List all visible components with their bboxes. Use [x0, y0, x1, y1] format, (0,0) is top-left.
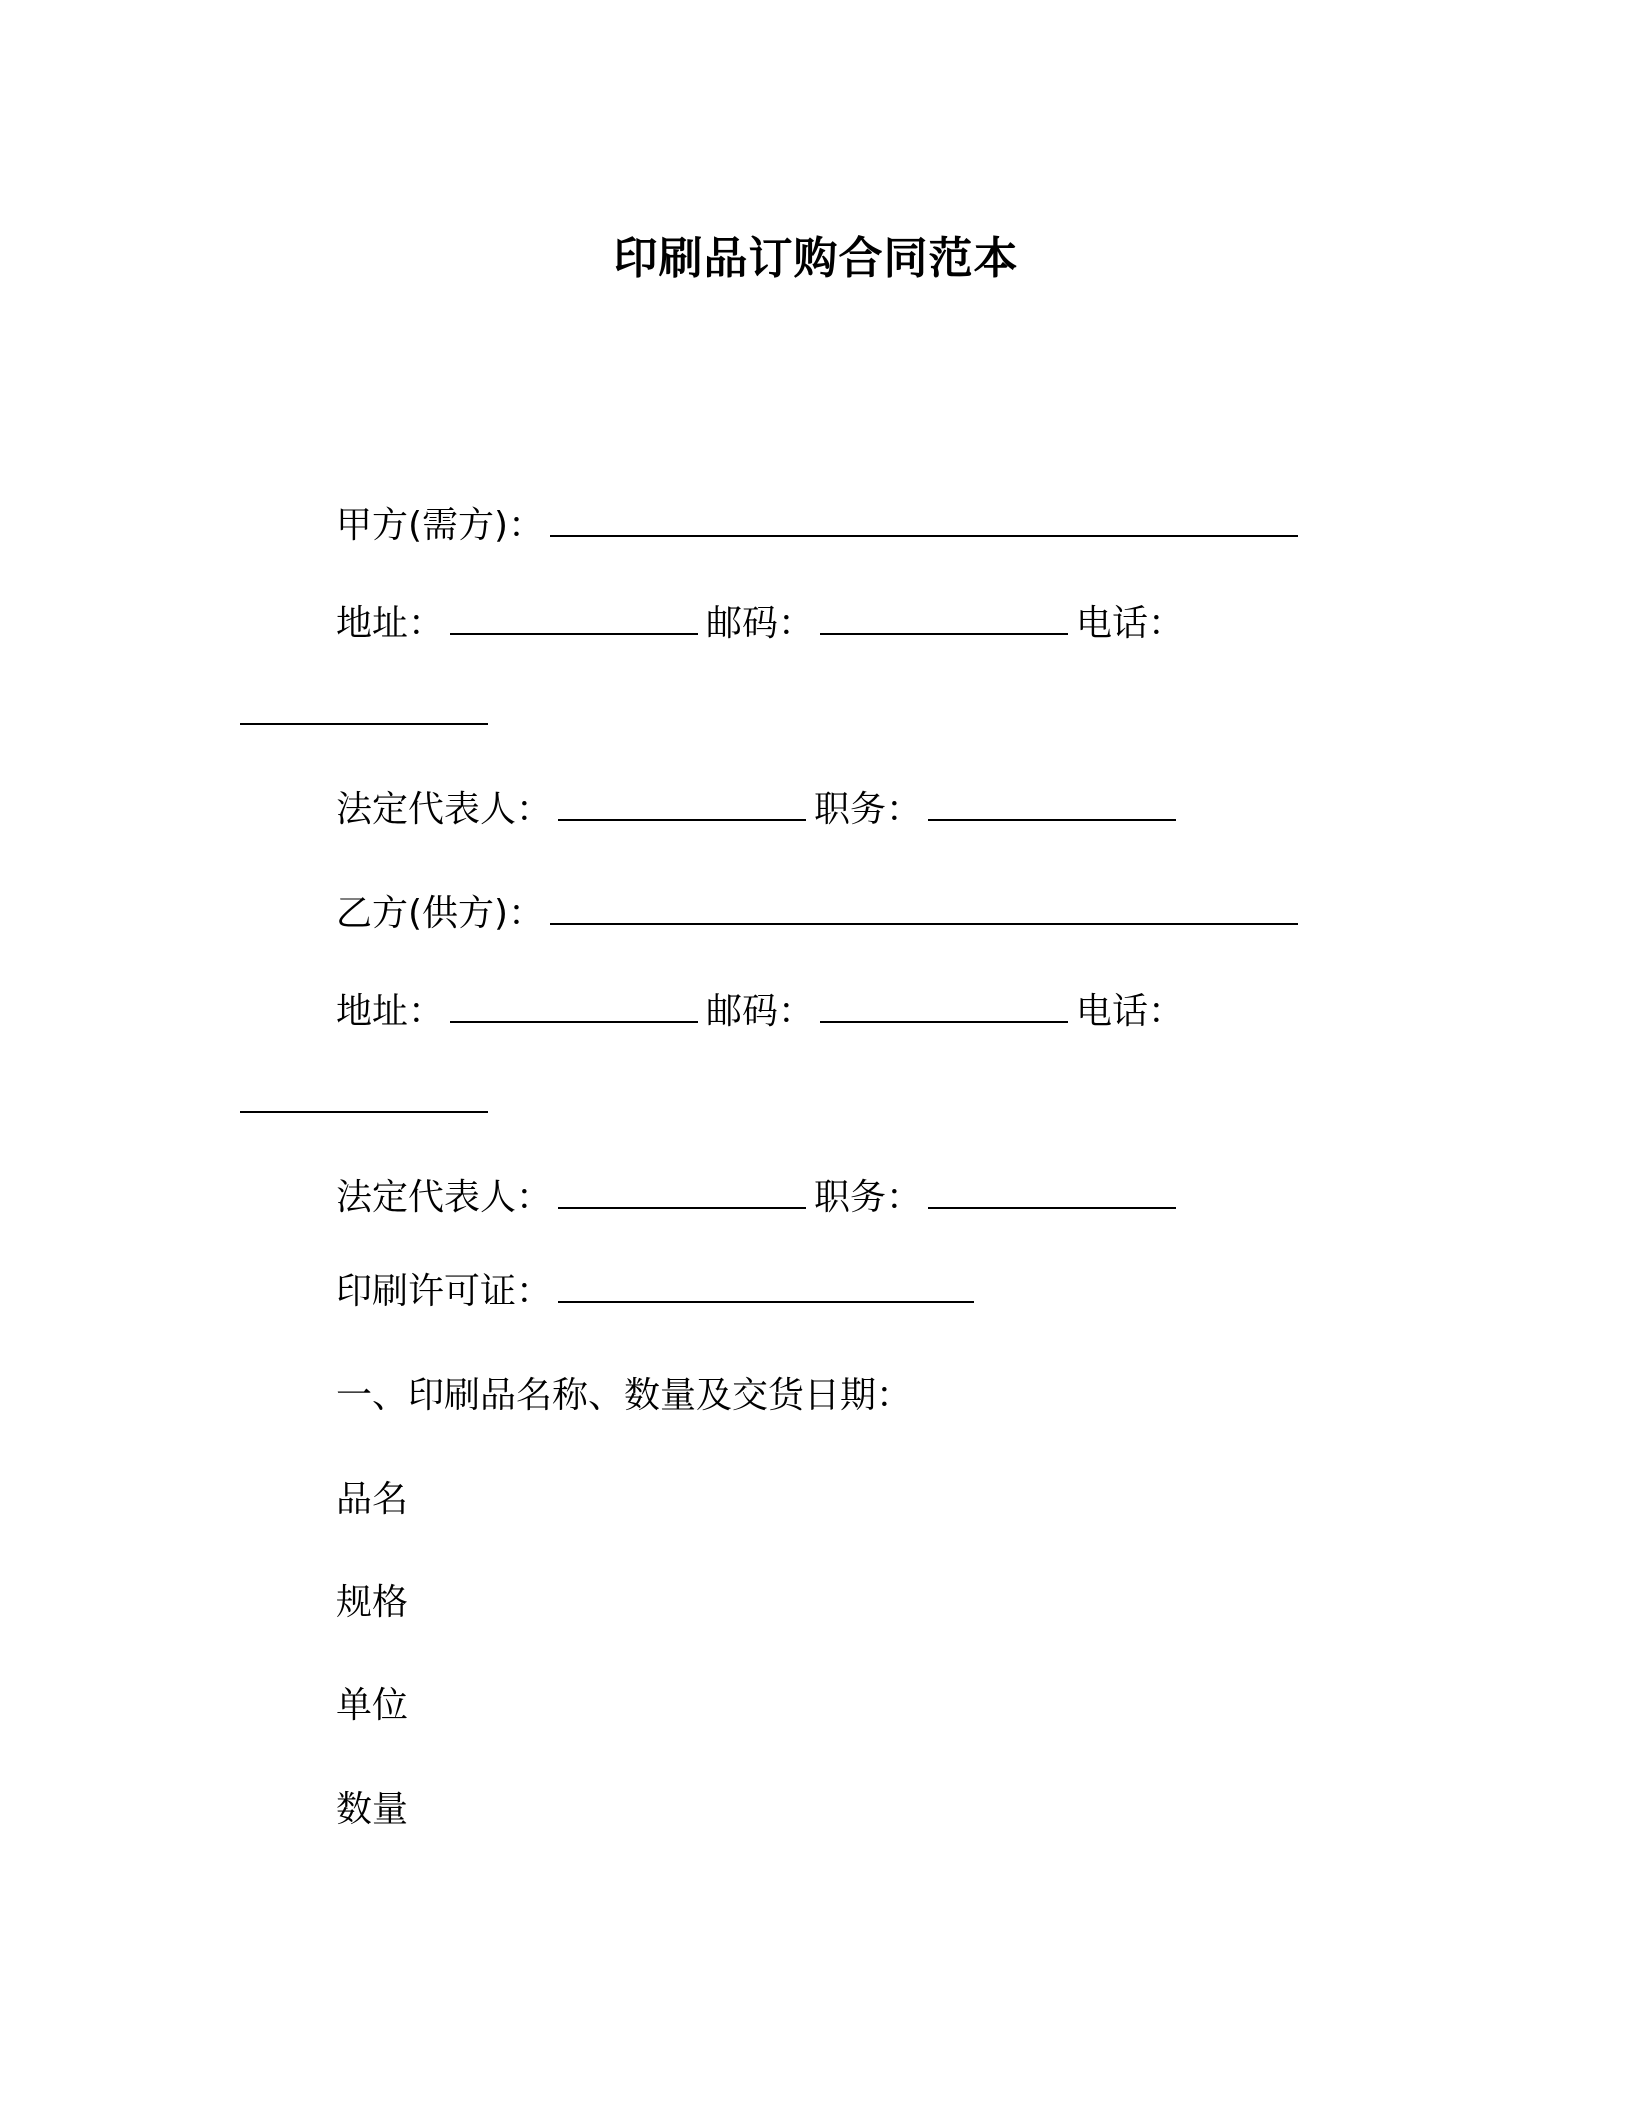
section-1-item-unit: 单位 [336, 1685, 409, 1726]
party-a-address-blank [450, 603, 698, 635]
party-a-line [336, 502, 1306, 550]
section-1-item-spec: 规格 [336, 1582, 409, 1623]
party-b-postcode-blank [820, 991, 1068, 1023]
party-b-label: 乙方(供方)： [336, 893, 545, 934]
party-a-position-blank [928, 789, 1176, 821]
section-1-heading: 一、印刷品名称、数量及交货日期： [336, 1375, 913, 1416]
section-1-item-name: 品名 [336, 1479, 409, 1520]
party-a-address-label: 地址： [336, 603, 445, 644]
party-b-legal-rep-blank [558, 1177, 806, 1209]
party-b-position-label: 职务： [814, 1177, 923, 1218]
party-b-phone-blank [240, 1081, 488, 1113]
party-a-label: 甲方(需方)： [336, 505, 545, 546]
party-b-address-blank [450, 991, 698, 1023]
party-b-line [336, 890, 1306, 938]
party-a-postcode-label: 邮码： [706, 603, 815, 644]
party-b-phone-line [240, 1078, 496, 1126]
party-a-position-label: 职务： [814, 789, 923, 830]
party-a-address-line [336, 600, 1184, 648]
party-a-legal-rep-blank [558, 789, 806, 821]
document-title: 印刷品订购合同范本 [613, 233, 1019, 284]
section-1-item-quantity: 数量 [336, 1789, 409, 1830]
party-a-name-blank [550, 505, 1298, 537]
party-b-legal-rep-label: 法定代表人： [336, 1177, 553, 1218]
party-b-postcode-label: 邮码： [706, 991, 815, 1032]
party-b-address-label: 地址： [336, 991, 445, 1032]
party-a-phone-line [240, 690, 496, 738]
party-b-license-line [336, 1268, 982, 1316]
party-b-position-blank [928, 1177, 1176, 1209]
party-b-phone-label: 电话： [1076, 991, 1185, 1032]
party-b-license-label: 印刷许可证： [336, 1271, 553, 1312]
party-b-name-blank [550, 893, 1298, 925]
party-a-phone-blank [240, 693, 488, 725]
party-a-postcode-blank [820, 603, 1068, 635]
party-a-phone-label: 电话： [1076, 603, 1185, 644]
party-b-address-line [336, 988, 1184, 1036]
party-a-rep-line [336, 786, 1184, 834]
party-b-license-blank [558, 1271, 974, 1303]
party-b-rep-line [336, 1174, 1184, 1222]
party-a-legal-rep-label: 法定代表人： [336, 789, 553, 830]
